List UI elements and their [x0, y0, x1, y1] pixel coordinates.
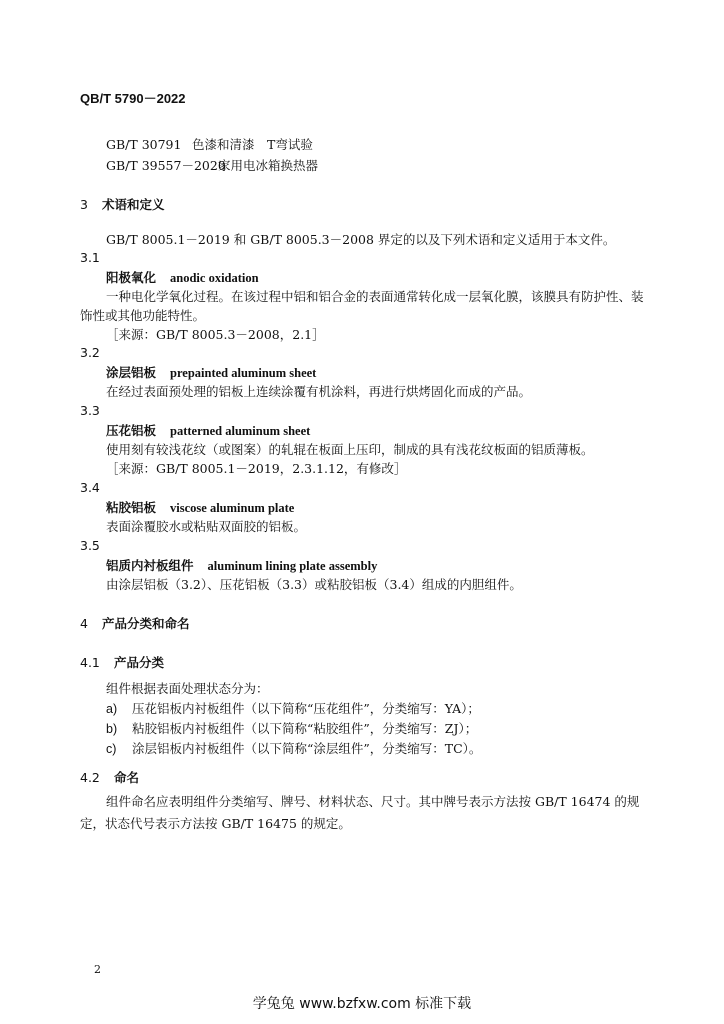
- term-chinese: 粘胶铝板: [106, 500, 157, 515]
- list-label: b): [106, 722, 118, 736]
- normative-reference-item: [106, 156, 318, 174]
- list-text: 压花铝板内衬板组件（以下简称“压花组件”，分类缩写：YA）；: [132, 701, 480, 716]
- term-definition: 表面涂覆胶水或粘贴双面胶的铝板。: [106, 519, 307, 534]
- list-text: 涂层铝板内衬板组件（以下简称“涂层组件”，分类缩写：TC）。: [132, 741, 482, 756]
- term-chinese: 涂层铝板: [106, 365, 157, 380]
- list-item: [106, 699, 480, 717]
- subsection-number: 4.2: [80, 770, 100, 785]
- term-heading: [106, 363, 316, 381]
- term-heading: [106, 268, 259, 286]
- term-heading: [106, 421, 310, 439]
- standard-number-header: QB/T 5790－2022: [80, 91, 186, 106]
- reference-code: GB/T 39557－2020: [106, 158, 226, 173]
- reference-title: 色漆和清漆 T弯试验: [192, 137, 313, 152]
- term-definition: 饰性或其他功能特性。: [80, 308, 206, 323]
- term-definition: 一种电化学氧化过程。在该过程中铝和铝合金的表面通常转化成一层氧化膜，该膜具有防护性、装: [106, 289, 644, 304]
- term-definition: 由涂层铝板（3.2）、压花铝板（3.3）或粘胶铝板（3.4）组成的内胆组件。: [106, 577, 522, 592]
- section-number: 3: [80, 197, 88, 212]
- section-intro: GB/T 8005.1－2019 和 GB/T 8005.3－2008 界定的以及下列术语和定义适用于本文件。: [106, 232, 616, 247]
- term-english: viscose aluminum plate: [170, 501, 295, 515]
- subsection-number: 4.1: [80, 655, 100, 670]
- reference-title: 家用电冰箱换热器: [218, 158, 319, 173]
- list-item: [106, 739, 481, 757]
- term-source: ［来源：GB/T 8005.1－2019，2.3.1.12，有修改］: [106, 461, 407, 476]
- section-title: 产品分类和命名: [102, 616, 190, 631]
- term-english: anodic oxidation: [170, 271, 259, 285]
- list-text: 粘胶铝板内衬板组件（以下简称“粘胶组件”，分类缩写：ZJ）；: [132, 721, 478, 736]
- section-number: 4: [80, 616, 88, 631]
- reference-code: GB/T 30791: [106, 137, 182, 152]
- subsection-heading-4-1: [80, 653, 164, 671]
- subsection-title: 产品分类: [114, 655, 165, 670]
- term-chinese: 压花铝板: [106, 423, 157, 438]
- list-label: c): [106, 742, 117, 756]
- list-label: a): [106, 702, 118, 716]
- term-english: patterned aluminum sheet: [170, 424, 311, 438]
- term-heading: [106, 498, 294, 516]
- naming-paragraph: 组件命名应表明组件分类缩写、牌号、材料状态、尺寸。其中牌号表示方法按 GB/T 16474 的规定，状态代号表示方法按 GB/T 16475 的规定。: [80, 794, 640, 831]
- classification-intro: 组件根据表面处理状态分为：: [106, 681, 269, 696]
- term-english: aluminum lining plate assembly: [207, 559, 378, 573]
- term-english: prepainted aluminum sheet: [170, 366, 317, 380]
- list-item: [106, 719, 477, 737]
- term-definition: 使用刻有较浅花纹（或图案）的轧辊在板面上压印，制成的具有浅花纹板面的铝质薄板。: [106, 442, 594, 457]
- subsection-heading-4-2: [80, 768, 139, 786]
- subsection-title: 命名: [114, 770, 140, 785]
- term-number: 3.5: [80, 538, 100, 553]
- term-definition: 在经过表面预处理的铝板上连续涂覆有机涂料，再进行烘烤固化而成的产品。: [106, 384, 532, 399]
- term-number: 3.3: [80, 403, 100, 418]
- term-number: 3.1: [80, 250, 100, 265]
- term-source: ［来源：GB/T 8005.3－2008，2.1］: [106, 327, 325, 342]
- term-heading: [106, 556, 377, 574]
- section-heading-4: [80, 614, 190, 632]
- page-number: 2: [94, 963, 101, 976]
- term-number: 3.4: [80, 480, 100, 495]
- section-heading-3: [80, 195, 165, 213]
- section-title: 术语和定义: [102, 197, 165, 212]
- term-chinese: 铝质内衬板组件: [106, 558, 194, 573]
- term-chinese: 阳极氧化: [106, 270, 157, 285]
- normative-reference-item: [106, 135, 313, 153]
- term-number: 3.2: [80, 345, 100, 360]
- download-site-footer: 学兔兔 www.bzfxw.com 标准下载: [252, 996, 472, 1012]
